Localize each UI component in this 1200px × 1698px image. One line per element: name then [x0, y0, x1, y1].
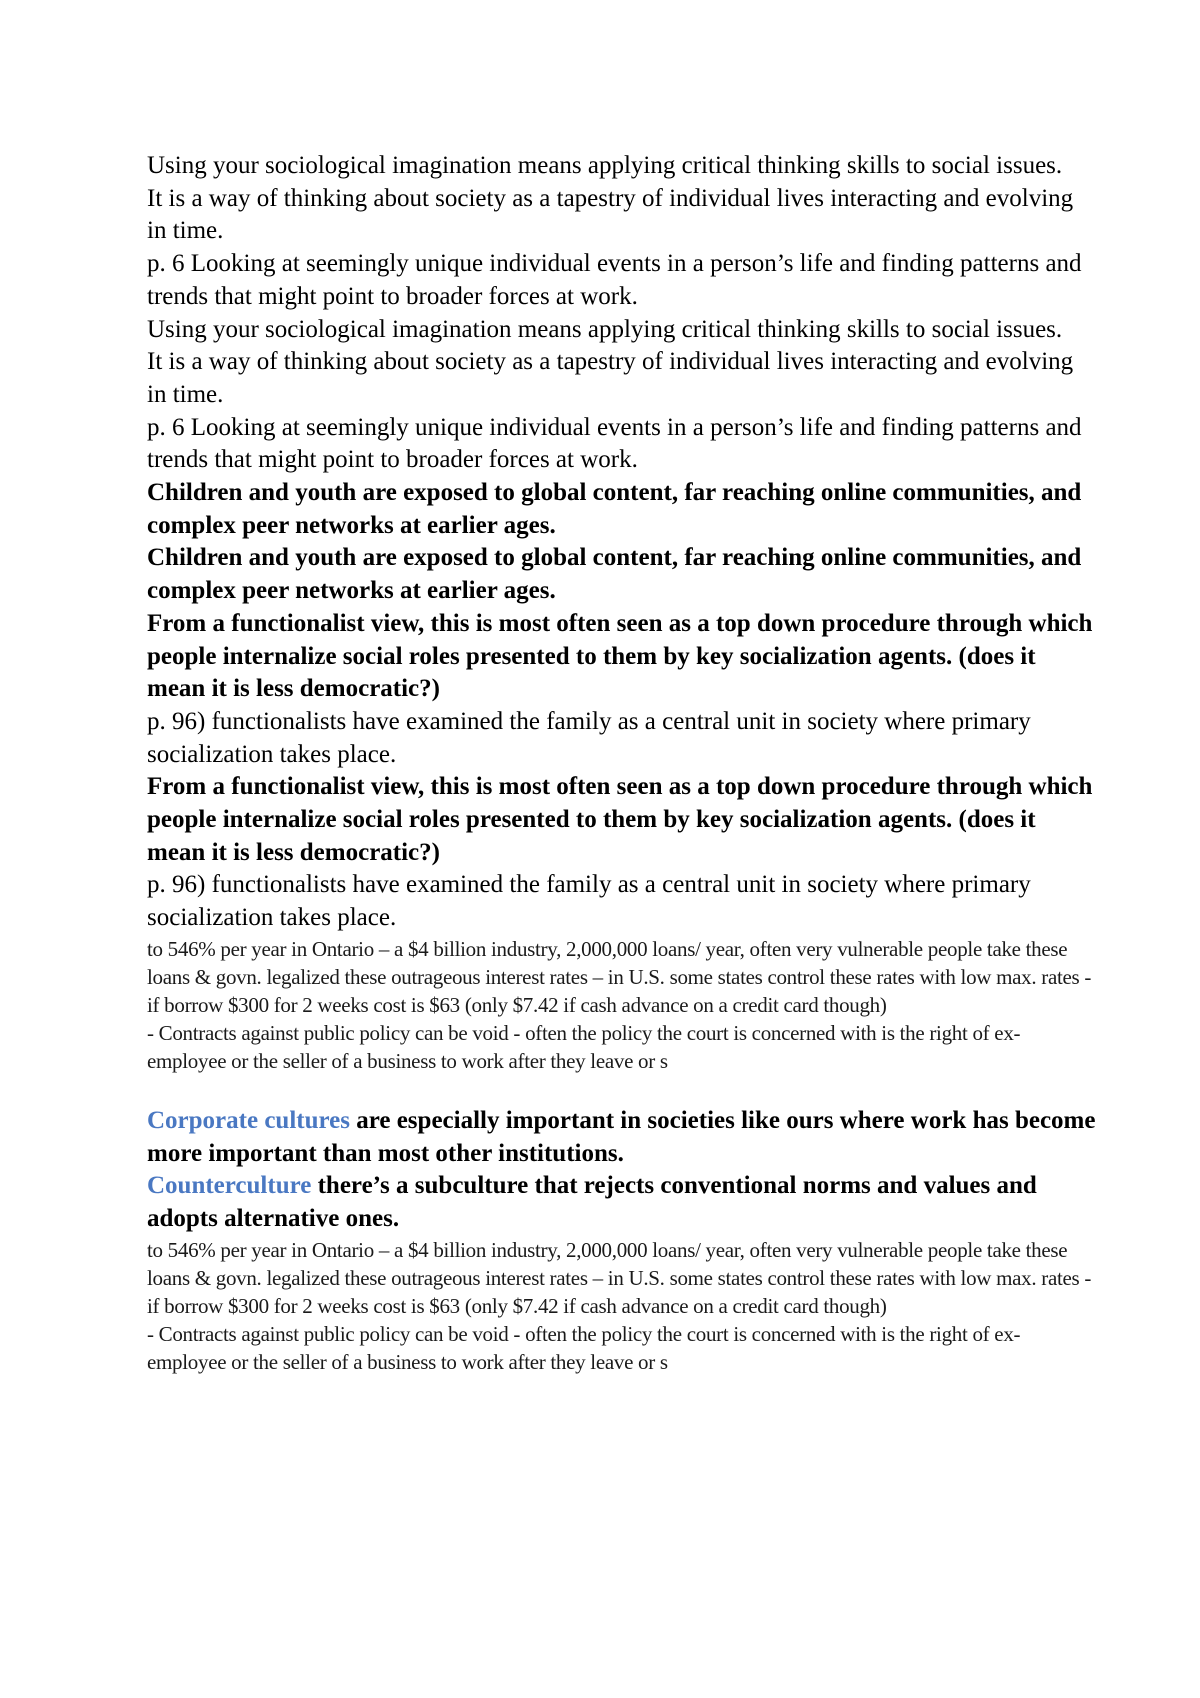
paragraph-gap	[147, 1075, 1097, 1105]
counterculture-text: there’s a subculture that rejects conventional norms and values and adopts alternative ones.	[147, 1172, 1037, 1232]
bold-paragraph-children-youth: Children and youth are exposed to global content, far reaching online communities, and complex peer networks at earlier ages.	[147, 544, 1082, 605]
bold-paragraph-children-youth: Children and youth are exposed to global content, far reaching online communities, and complex peer networks at earlier ages.	[147, 479, 1082, 539]
small-paragraph-payday-loans: to 546% per year in Ontario – a $4 billion industry, 2,000,000 loans/ year, often very vulnerable people take these loans & govn. legalized these outrageous interest rates – in U.S. some states control these rates with low max. rates - if borrow $300 for 2 weeks cost is $63 (only $7.42 if cash advance on a credit card though)	[147, 1237, 1092, 1318]
term-counterculture: Counterculture	[147, 1172, 312, 1200]
paragraph-sociological-imagination: Using your sociological imagination means applying critical thinking skills to social issues.	[147, 315, 1063, 343]
paragraph-sociological-imagination: Using your sociological imagination means applying critical thinking skills to social issues.	[147, 152, 1063, 179]
small-paragraph-payday-loans: to 546% per year in Ontario – a $4 billion industry, 2,000,000 loans/ year, often very vulnerable people take these loans & govn. legalized these outrageous interest rates – in U.S. some states control these rates with low max. rates - if borrow $300 for 2 weeks cost is $63 (only $7.42 if cash advance on a credit card though)	[147, 936, 1092, 1017]
paragraph-tapestry: It is a way of thinking about society as a tapestry of individual lives interacting and evolving in time.	[147, 184, 1074, 245]
small-paragraph-contracts: - Contracts against public policy can be void - often the policy the court is concerned with is the right of ex-employee or the seller of a business to work after they leave or s	[147, 1020, 1021, 1073]
paragraph-p6-patterns: p. 6 Looking at seemingly unique individual events in a person’s life and finding patterns and trends that might point to broader forces at work.	[147, 250, 1082, 310]
paragraph-tapestry: It is a way of thinking about society as a tapestry of individual lives interacting and evolving in time.	[147, 348, 1074, 408]
paragraph-corporate-cultures	[147, 1105, 1097, 1170]
paragraph-counterculture	[147, 1170, 1097, 1235]
paragraph-p96-family: p. 96) functionalists have examined the family as a central unit in society where primary socialization takes place.	[147, 707, 1031, 768]
corporate-cultures-text: are especially important in societies like ours where work has become more important than most other institutions.	[147, 1106, 1096, 1167]
small-paragraph-contracts: - Contracts against public policy can be void - often the policy the court is concerned with is the right of ex-employee or the seller of a business to work after they leave or s	[147, 1321, 1021, 1374]
paragraph-p96-family: p. 96) functionalists have examined the family as a central unit in society where primary socialization takes place.	[147, 871, 1031, 932]
term-corporate-cultures: Corporate cultures	[147, 1106, 350, 1134]
bold-paragraph-functionalist-view: From a functionalist view, this is most often seen as a top down procedure through which people internalize social roles presented to them by key socialization agents. (does it mean it is less democratic?)	[147, 773, 1093, 866]
document-body	[147, 150, 1097, 1376]
paragraph-p6-patterns: p. 6 Looking at seemingly unique individual events in a person’s life and finding patterns and trends that might point to broader forces at work.	[147, 413, 1082, 474]
bold-paragraph-functionalist-view: From a functionalist view, this is most often seen as a top down procedure through which people internalize social roles presented to them by key socialization agents. (does it mean it is less democratic?)	[147, 609, 1093, 703]
